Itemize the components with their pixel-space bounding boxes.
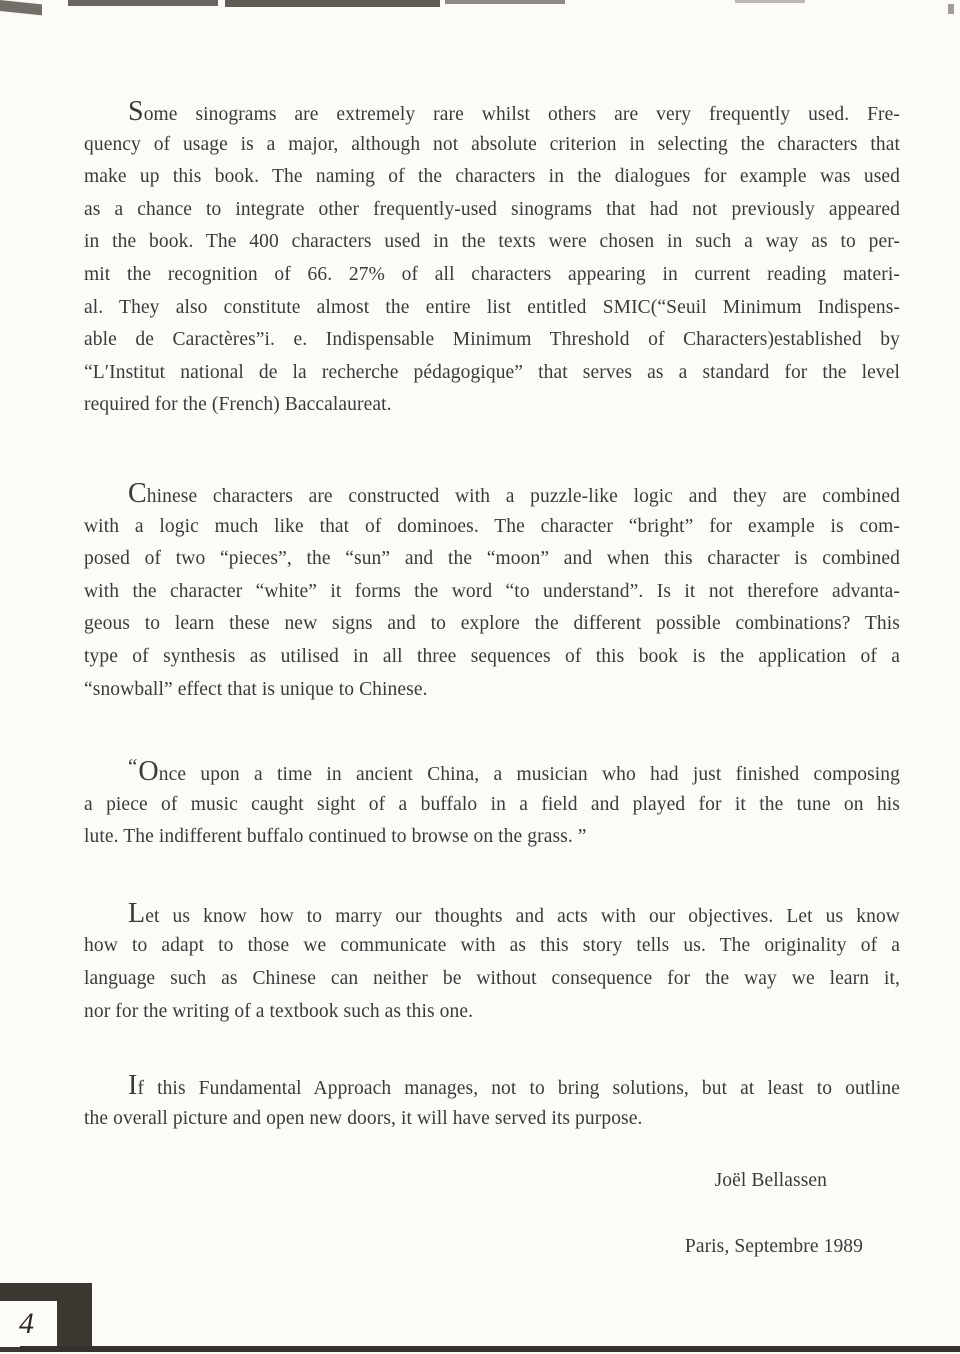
page-number-corner-block bbox=[0, 1283, 92, 1352]
initial-capital: O bbox=[138, 756, 159, 788]
text-line: able de Caractères”i. e. Indispensable Minimum Threshold of Characters)established by bbox=[84, 329, 900, 351]
scan-edge-artifact bbox=[68, 0, 218, 6]
text-line: with the character “white” it forms the word “to understand”. Is it not therefore advanta- bbox=[84, 580, 900, 602]
body-text-column bbox=[84, 96, 900, 1264]
text-line: make up this book. The naming of the characters in the dialogues for example was used bbox=[84, 166, 900, 188]
text-line: nor for the writing of a textbook such as this one. bbox=[84, 1000, 474, 1022]
text-line: mit the recognition of 66. 27% of all characters appearing in current reading materi- bbox=[84, 263, 900, 285]
text-line: language such as Chinese can neither be without consequence for the way we learn it, bbox=[84, 968, 900, 990]
paragraph-buffalo-quote bbox=[84, 756, 900, 854]
initial-capital: S bbox=[128, 96, 144, 127]
opening-quote-mark: “ bbox=[128, 754, 138, 779]
text-line: Chinese characters are constructed with a puzzle-like logic and they are combined bbox=[128, 477, 900, 509]
page-number-box bbox=[0, 1301, 57, 1347]
text-line: “Once upon a time in ancient China, a musician who had just finished composing bbox=[128, 754, 900, 788]
text-line: type of synthesis as utilised in all three sequences of this book is the application of a bbox=[84, 645, 900, 667]
text-line: the overall picture and open new doors, it will have served its purpose. bbox=[84, 1107, 643, 1129]
scan-edge-artifact bbox=[225, 0, 440, 7]
text-line: in the book. The 400 characters used in the texts were chosen in such a way as to per- bbox=[84, 231, 900, 253]
scan-edge-artifact bbox=[948, 4, 954, 14]
text-line: a piece of music caught sight of a buffalo in a field and played for it the tune on his bbox=[84, 793, 900, 815]
initial-capital: C bbox=[128, 477, 147, 509]
page-number: 4 bbox=[19, 1307, 34, 1340]
scan-edge-artifact bbox=[0, 0, 42, 15]
scan-edge-artifact bbox=[445, 0, 565, 4]
text-line: Some sinograms are extremely rare whilst others are very frequently used. Fre- bbox=[128, 96, 900, 127]
text-line: quency of usage is a major, although not absolute criterion in selecting the characters that bbox=[84, 133, 900, 155]
text-line: with a logic much like that of dominoes. The character “bright” for example is com- bbox=[84, 515, 900, 537]
paragraph-marry-thoughts bbox=[84, 898, 900, 1028]
initial-capital: I bbox=[128, 1070, 138, 1102]
text-line: al. They also constitute almost the entire list entitled SMIC(“Seuil Minimum Indispens- bbox=[84, 296, 900, 318]
text-line: as a chance to integrate other frequently-used sinograms that had not previously appeared bbox=[84, 198, 900, 220]
paragraph-frequency-of-usage bbox=[84, 96, 900, 422]
text-line: lute. The indifferent buffalo continued to browse on the grass. ” bbox=[84, 826, 587, 848]
text-line: “L′Institut national de la recherche pédagogique” that serves as a standard for the level bbox=[84, 361, 900, 383]
text-line: Let us know how to marry our thoughts and acts with our objectives. Let us know bbox=[128, 897, 900, 929]
initial-capital: L bbox=[128, 897, 146, 929]
paragraph-puzzle-logic bbox=[84, 478, 900, 706]
author-signature: Joël Bellassen bbox=[714, 1170, 827, 1192]
bottom-rule bbox=[20, 1346, 960, 1352]
paragraph-fundamental-approach bbox=[84, 1070, 900, 1135]
text-line: geous to learn these new signs and to explore the different possible combinations? This bbox=[84, 613, 900, 635]
text-line: If this Fundamental Approach manages, not to bring solutions, but at least to outline bbox=[128, 1070, 900, 1102]
scan-edge-artifact bbox=[735, 0, 805, 3]
place-date-line: Paris, Septembre 1989 bbox=[684, 1236, 863, 1258]
text-line: “snowball” effect that is unique to Chinese. bbox=[84, 678, 428, 700]
text-line: required for the (French) Baccalaureat. bbox=[84, 394, 392, 416]
text-line: posed of two “pieces”, the “sun” and the “moon” and when this character is combined bbox=[84, 548, 900, 570]
text-line: how to adapt to those we communicate with as this story tells us. The originality of a bbox=[84, 935, 900, 957]
